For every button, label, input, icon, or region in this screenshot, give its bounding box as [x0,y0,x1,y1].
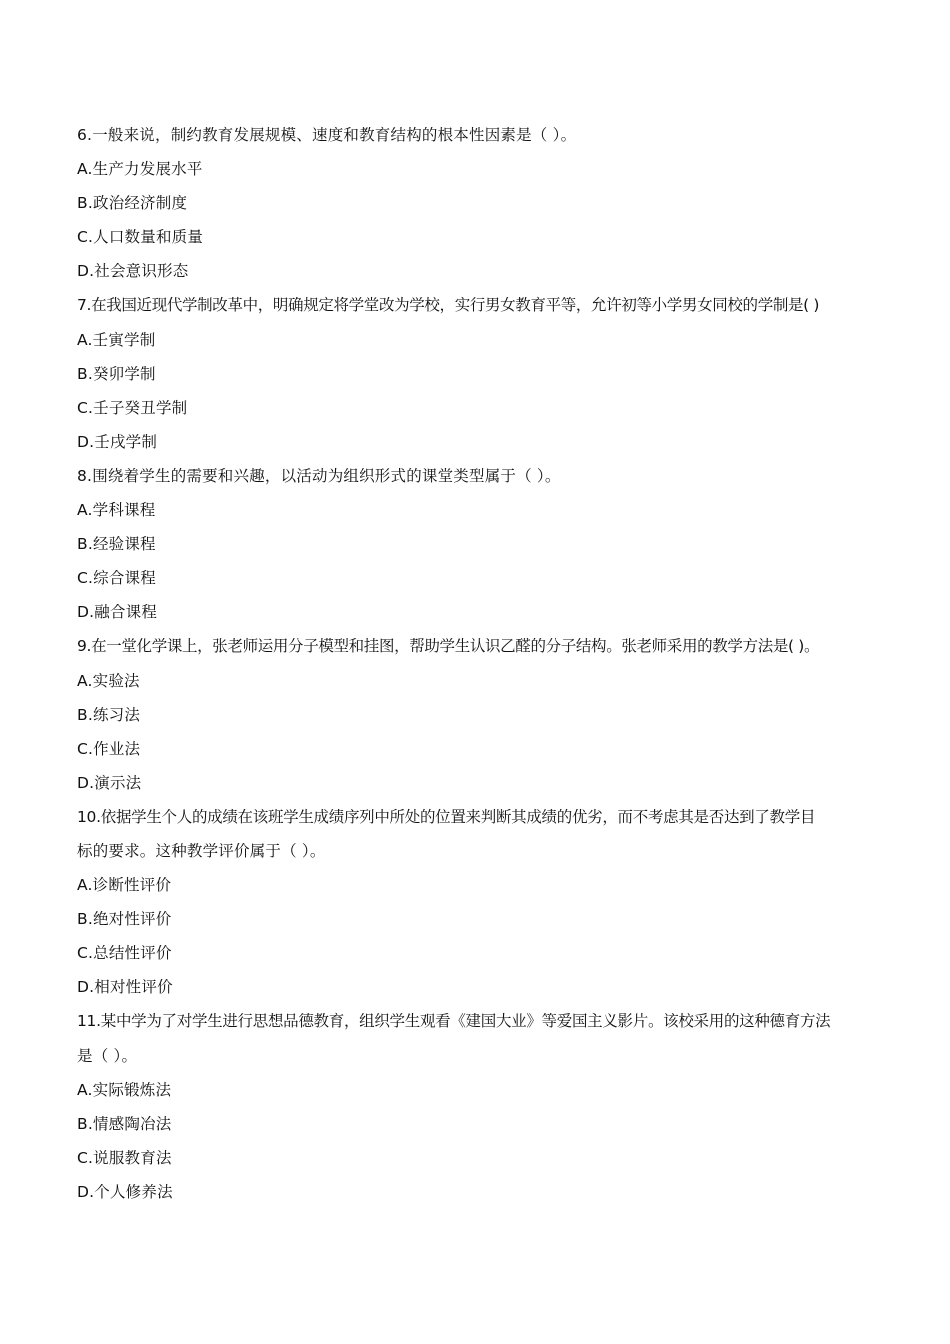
option-c: C.说服教育法 [77,1148,172,1167]
option-a: A.实验法 [77,671,140,690]
option-d: D.个人修养法 [77,1182,173,1201]
option-b: B.情感陶冶法 [77,1114,172,1133]
question-6 [77,118,887,288]
question-list [77,118,887,1209]
option-a: A.生产力发展水平 [77,160,203,179]
option-c: C.总结性评价 [77,944,172,963]
option-d: D.融合课程 [77,603,158,622]
option-a: A.诊断性评价 [77,876,172,895]
option-b: B.经验课程 [77,535,156,554]
option-b: B.癸卯学制 [77,364,156,383]
question-stem: 8.围绕着学生的需要和兴趣，以活动为组织形式的课堂类型属于（ ）。 [77,466,561,485]
question-8 [77,459,887,629]
option-b: B.绝对性评价 [77,910,172,929]
question-7 [77,288,887,458]
option-c: C.壬子癸丑学制 [77,398,188,417]
question-stem-line-2: 标的要求。这种教学评价属于（ ）。 [77,841,326,860]
option-a: A.壬寅学制 [77,330,156,349]
option-d: D.演示法 [77,773,142,792]
option-a: A.实际锻炼法 [77,1080,172,1099]
question-9 [77,629,887,799]
option-b: B.政治经济制度 [77,194,188,213]
option-d: D.壬戌学制 [77,432,158,451]
question-stem-line-1: 10.依据学生个人的成绩在该班学生成绩序列中所处的位置来判断其成绩的优劣，而不考虑其是否达到了教学目 [77,807,816,826]
option-d: D.社会意识形态 [77,262,189,281]
question-stem: 7.在我国近现代学制改革中，明确规定将学堂改为学校，实行男女教育平等，允许初等小学男女同校的学制是( ) [77,296,820,315]
option-d: D.相对性评价 [77,978,173,997]
question-11 [77,1004,887,1209]
option-c: C.作业法 [77,739,141,758]
option-a: A.学科课程 [77,501,156,520]
option-c: C.人口数量和质量 [77,228,204,247]
question-stem: 6.一般来说，制约教育发展规模、速度和教育结构的根本性因素是（ ）。 [77,126,577,144]
question-stem-line-1: 11.某中学为了对学生进行思想品德教育，组织学生观看《建国大业》等爱国主义影片。该校采用的这种德育方法 [77,1012,831,1031]
question-stem: 9.在一堂化学课上，张老师运用分子模型和挂图，帮助学生认识乙醛的分子结构。张老师采用的教学方法是( )。 [77,637,820,656]
question-10 [77,800,887,1005]
option-b: B.练习法 [77,705,141,724]
option-c: C.综合课程 [77,569,156,588]
question-stem-line-2: 是（ ）。 [77,1046,138,1065]
